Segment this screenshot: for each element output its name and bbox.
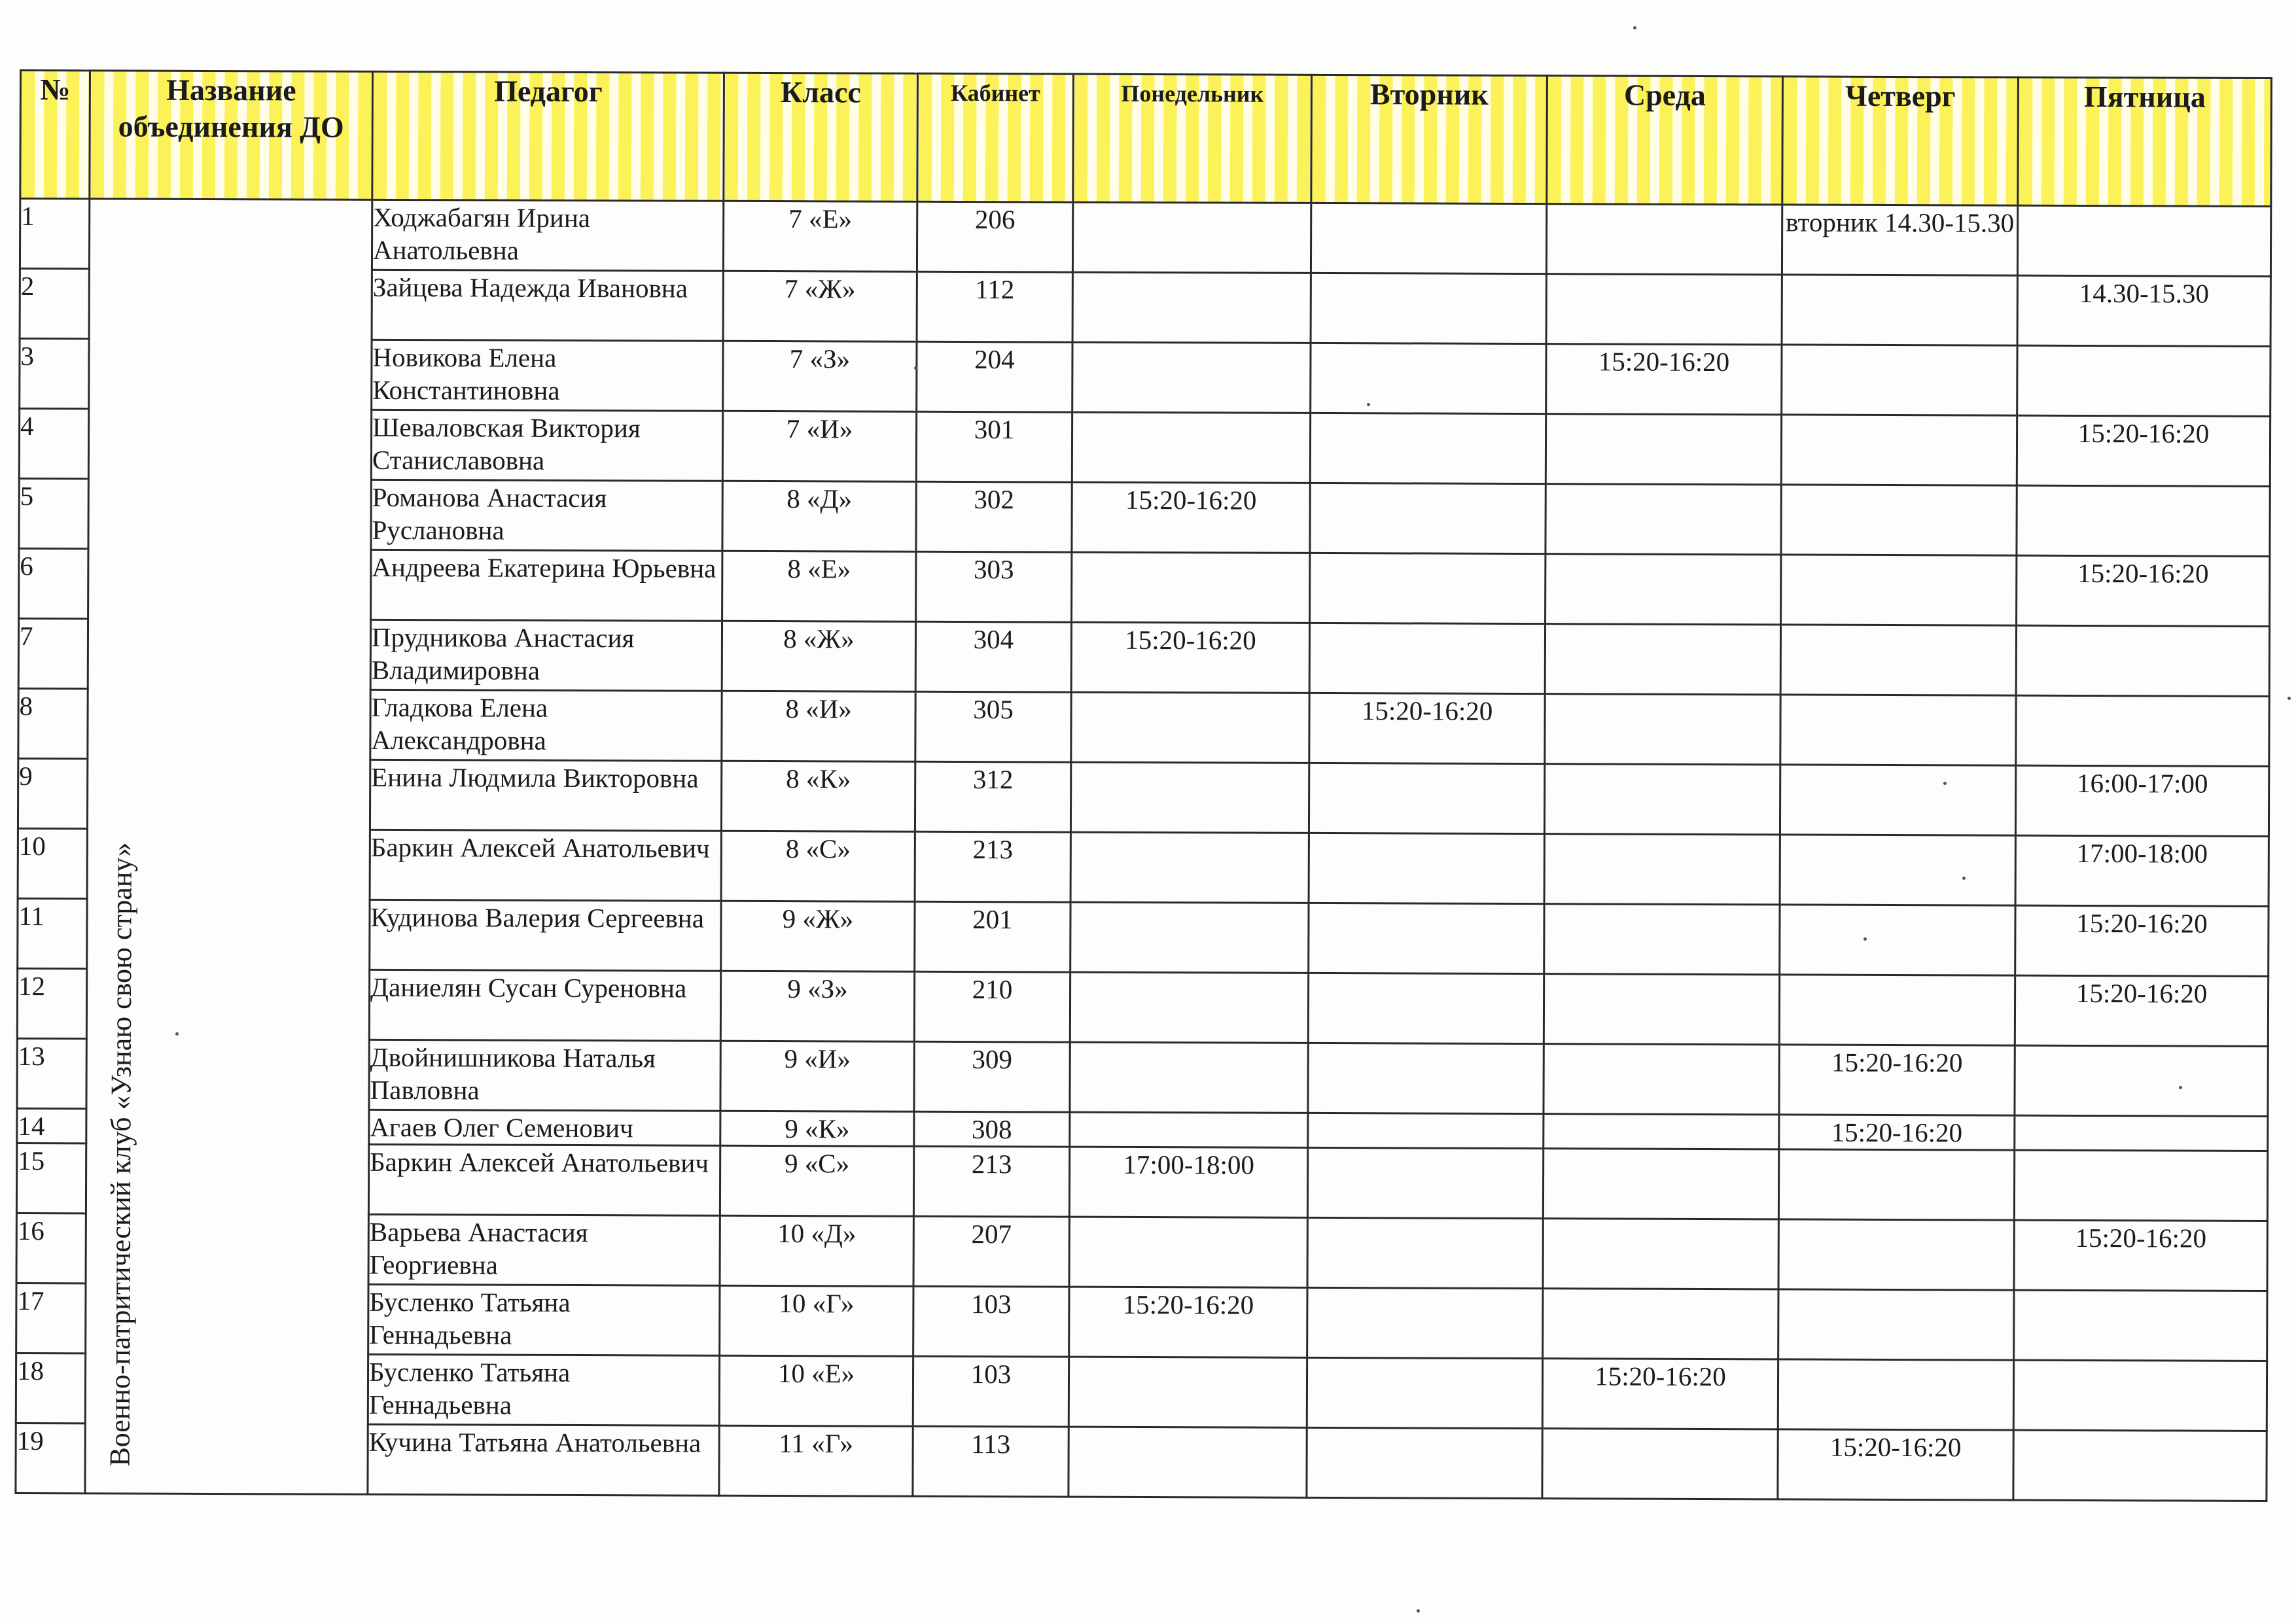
thursday-cell bbox=[1780, 905, 2015, 975]
class-cell: 7 «Е» bbox=[723, 201, 917, 271]
row-number: 13 bbox=[17, 1038, 86, 1108]
row-number: 19 bbox=[16, 1423, 85, 1493]
class-cell: 9 «З» bbox=[720, 971, 914, 1041]
row-number: 6 bbox=[19, 549, 88, 619]
tuesday-cell bbox=[1308, 1043, 1544, 1113]
friday-cell: 17:00-18:00 bbox=[2015, 835, 2269, 906]
monday-cell: 17:00-18:00 bbox=[1069, 1147, 1307, 1217]
row-number: 16 bbox=[16, 1213, 86, 1283]
monday-cell bbox=[1072, 552, 1310, 623]
room-cell: 308 bbox=[914, 1111, 1070, 1147]
monday-cell bbox=[1070, 1042, 1308, 1113]
class-cell: 8 «Е» bbox=[722, 551, 916, 621]
friday-cell bbox=[2016, 695, 2269, 766]
row-number: 15 bbox=[16, 1143, 86, 1213]
wednesday-cell bbox=[1544, 904, 1780, 975]
thursday-cell bbox=[1782, 275, 2017, 345]
friday-cell bbox=[2014, 1290, 2267, 1361]
teacher-cell: Даниелян Сусан Суреновна bbox=[369, 969, 720, 1041]
class-cell: 10 «Д» bbox=[720, 1215, 913, 1286]
row-number: 10 bbox=[18, 828, 87, 898]
row-number: 12 bbox=[17, 968, 86, 1038]
friday-cell bbox=[2015, 1045, 2268, 1116]
organization-cell bbox=[85, 199, 372, 1494]
tuesday-cell bbox=[1308, 973, 1544, 1043]
tuesday-cell bbox=[1309, 623, 1545, 693]
tuesday-cell bbox=[1310, 553, 1545, 623]
room-cell: 304 bbox=[915, 621, 1071, 692]
class-cell: 10 «Г» bbox=[720, 1285, 913, 1356]
thursday-cell bbox=[1781, 485, 2017, 555]
wednesday-cell bbox=[1543, 1219, 1778, 1289]
room-cell: 213 bbox=[913, 1146, 1069, 1217]
room-cell: 302 bbox=[916, 481, 1072, 552]
header-wednesday: Среда bbox=[1547, 76, 1783, 205]
tuesday-cell bbox=[1311, 203, 1546, 273]
tuesday-cell bbox=[1308, 1113, 1544, 1148]
row-number: 2 bbox=[20, 269, 89, 339]
teacher-cell: Бусленко Татьяна Геннадьевна bbox=[368, 1354, 719, 1425]
monday-cell: 15:20-16:20 bbox=[1071, 622, 1309, 693]
room-cell: 210 bbox=[914, 971, 1070, 1042]
tuesday-cell bbox=[1311, 273, 1546, 343]
thursday-cell bbox=[1781, 555, 2017, 625]
room-cell: 103 bbox=[913, 1286, 1069, 1357]
class-cell: 8 «Ж» bbox=[722, 621, 915, 691]
wednesday-cell bbox=[1544, 974, 1779, 1045]
monday-cell: 15:20-16:20 bbox=[1069, 1287, 1307, 1357]
wednesday-cell bbox=[1544, 1044, 1779, 1115]
teacher-cell: Варьева Анастасия Георгиевна bbox=[368, 1214, 720, 1285]
teacher-cell: Кудинова Валерия Сергеевна bbox=[370, 899, 721, 971]
friday-cell: 15:20-16:20 bbox=[2015, 905, 2269, 976]
header-thursday: Четверг bbox=[1782, 77, 2019, 205]
friday-cell: 16:00-17:00 bbox=[2015, 765, 2269, 836]
friday-cell bbox=[2016, 625, 2269, 696]
row-number: 8 bbox=[18, 688, 88, 758]
friday-cell bbox=[2014, 1150, 2267, 1221]
wednesday-cell bbox=[1546, 204, 1782, 275]
thursday-cell bbox=[1780, 625, 2016, 695]
monday-cell bbox=[1070, 832, 1309, 903]
teacher-cell: Шеваловская Виктория Станиславовна bbox=[371, 410, 722, 481]
monday-cell bbox=[1070, 762, 1309, 833]
class-cell: 8 «К» bbox=[721, 761, 915, 831]
class-cell: 10 «Е» bbox=[719, 1355, 913, 1426]
thursday-cell bbox=[1778, 1359, 2013, 1430]
room-cell: 103 bbox=[913, 1356, 1069, 1427]
thursday-cell bbox=[1780, 695, 2016, 765]
teacher-cell: Гладкова Елена Александровна bbox=[370, 689, 722, 761]
row-number: 1 bbox=[20, 199, 89, 269]
header-row bbox=[20, 71, 2272, 207]
teacher-cell: Романова Анастасия Руслановна bbox=[371, 480, 722, 551]
row-number: 9 bbox=[18, 758, 87, 828]
class-cell: 7 «И» bbox=[722, 411, 916, 481]
monday-cell bbox=[1069, 1427, 1307, 1497]
teacher-cell: Енина Людмила Викторовна bbox=[370, 759, 721, 831]
thursday-cell: 15:20-16:20 bbox=[1779, 1115, 2015, 1150]
tuesday-cell: 15:20-16:20 bbox=[1309, 693, 1545, 763]
friday-cell bbox=[2017, 485, 2270, 556]
room-cell: 305 bbox=[915, 691, 1071, 762]
thursday-cell: 15:20-16:20 bbox=[1779, 1045, 2015, 1115]
room-cell: 213 bbox=[915, 831, 1070, 902]
teacher-cell: Бусленко Татьяна Геннадьевна bbox=[368, 1284, 720, 1355]
wednesday-cell bbox=[1544, 1114, 1779, 1149]
class-cell: 8 «С» bbox=[721, 831, 915, 901]
tuesday-cell bbox=[1307, 1217, 1543, 1288]
thursday-cell: вторник 14.30-15.30 bbox=[1782, 205, 2017, 275]
room-cell: 201 bbox=[915, 901, 1070, 972]
friday-cell: 15:20-16:20 bbox=[2014, 1220, 2267, 1291]
monday-cell bbox=[1072, 202, 1311, 273]
tuesday-cell bbox=[1311, 343, 1546, 413]
teacher-cell: Баркин Алексей Анатольевич bbox=[368, 1144, 720, 1215]
room-cell: 301 bbox=[916, 411, 1072, 482]
thursday-cell bbox=[1780, 835, 2015, 905]
wednesday-cell bbox=[1543, 1289, 1778, 1359]
tuesday-cell bbox=[1310, 413, 1545, 483]
tuesday-cell bbox=[1309, 903, 1544, 973]
class-cell: 11 «Г» bbox=[719, 1425, 913, 1496]
teacher-cell: Новикова Елена Константиновна bbox=[372, 340, 723, 411]
wednesday-cell bbox=[1544, 834, 1780, 905]
organization-name: Военно-патритический клуб «Узнаю свою страну» bbox=[103, 842, 138, 1467]
class-cell: 8 «И» bbox=[722, 691, 915, 761]
tuesday-cell bbox=[1309, 833, 1544, 903]
class-cell: 9 «И» bbox=[720, 1041, 914, 1111]
header-room: Кабинет bbox=[917, 73, 1074, 202]
room-cell: 113 bbox=[913, 1426, 1069, 1497]
wednesday-cell bbox=[1546, 274, 1782, 345]
header-friday: Пятница bbox=[2018, 77, 2272, 206]
header-number: № bbox=[20, 71, 90, 199]
wednesday-cell bbox=[1544, 764, 1780, 835]
thursday-cell bbox=[1780, 765, 2015, 835]
monday-cell bbox=[1071, 692, 1309, 763]
header-class: Класс bbox=[724, 73, 918, 201]
class-cell: 9 «К» bbox=[720, 1111, 914, 1146]
room-cell: 309 bbox=[914, 1041, 1070, 1112]
wednesday-cell: 15:20-16:20 bbox=[1542, 1359, 1778, 1429]
room-cell: 312 bbox=[915, 761, 1070, 832]
header-tuesday: Вторник bbox=[1311, 75, 1547, 203]
wednesday-cell: 15:20-16:20 bbox=[1546, 344, 1782, 415]
friday-cell: 14.30-15.30 bbox=[2017, 275, 2270, 346]
tuesday-cell bbox=[1307, 1287, 1543, 1358]
tuesday-cell bbox=[1309, 763, 1544, 833]
tuesday-cell bbox=[1310, 483, 1545, 553]
monday-cell bbox=[1072, 272, 1311, 343]
room-cell: 207 bbox=[913, 1216, 1069, 1287]
wednesday-cell bbox=[1543, 1149, 1778, 1219]
teacher-cell: Двойнишникова Наталья Павловна bbox=[369, 1039, 720, 1111]
monday-cell bbox=[1069, 1217, 1307, 1287]
wednesday-cell bbox=[1545, 414, 1781, 485]
friday-cell: 15:20-16:20 bbox=[2015, 975, 2268, 1046]
schedule-table bbox=[14, 69, 2272, 1502]
teacher-cell: Ходжабагян Ирина Анатольевна bbox=[372, 200, 723, 271]
room-cell: 204 bbox=[917, 341, 1072, 412]
teacher-cell: Прудникова Анастасия Владимировна bbox=[370, 620, 722, 691]
teacher-cell: Агаев Олег Семенович bbox=[369, 1109, 720, 1145]
friday-cell bbox=[2017, 345, 2270, 416]
room-cell: 112 bbox=[917, 271, 1072, 342]
tuesday-cell bbox=[1307, 1147, 1543, 1218]
friday-cell bbox=[2013, 1360, 2267, 1431]
thursday-cell bbox=[1781, 415, 2017, 485]
row-number: 17 bbox=[16, 1283, 86, 1353]
class-cell: 9 «С» bbox=[720, 1145, 913, 1216]
friday-cell: 15:20-16:20 bbox=[2017, 415, 2270, 486]
friday-cell bbox=[2015, 1115, 2268, 1151]
row-number: 11 bbox=[18, 898, 87, 968]
wednesday-cell bbox=[1545, 694, 1780, 765]
monday-cell bbox=[1069, 1357, 1307, 1427]
row-number: 14 bbox=[17, 1108, 86, 1143]
row-number: 3 bbox=[20, 339, 89, 409]
monday-cell bbox=[1072, 342, 1311, 413]
wednesday-cell bbox=[1545, 554, 1781, 625]
class-cell: 7 «Ж» bbox=[723, 271, 917, 341]
monday-cell: 15:20-16:20 bbox=[1072, 482, 1310, 553]
monday-cell bbox=[1070, 972, 1308, 1043]
row-number: 4 bbox=[19, 409, 88, 479]
thursday-cell bbox=[1778, 1149, 2014, 1220]
friday-cell bbox=[2017, 205, 2270, 276]
row-number: 7 bbox=[18, 619, 88, 689]
class-cell: 7 «З» bbox=[723, 341, 917, 411]
tuesday-cell bbox=[1307, 1357, 1542, 1428]
wednesday-cell bbox=[1542, 1429, 1778, 1499]
row-number: 18 bbox=[16, 1353, 85, 1423]
friday-cell bbox=[2013, 1430, 2267, 1501]
teacher-cell: Зайцева Надежда Ивановна bbox=[372, 270, 723, 341]
teacher-cell: Андреева Екатерина Юрьевна bbox=[371, 550, 722, 621]
wednesday-cell bbox=[1545, 624, 1780, 695]
class-cell: 9 «Ж» bbox=[721, 901, 915, 971]
tuesday-cell bbox=[1307, 1427, 1542, 1498]
monday-cell bbox=[1070, 1112, 1308, 1147]
header-monday: Понедельник bbox=[1073, 74, 1312, 203]
monday-cell bbox=[1070, 902, 1309, 973]
thursday-cell: 15:20-16:20 bbox=[1778, 1429, 2013, 1500]
monday-cell bbox=[1072, 412, 1310, 483]
wednesday-cell bbox=[1545, 484, 1781, 555]
class-cell: 8 «Д» bbox=[722, 481, 916, 551]
teacher-cell: Кучина Татьяна Анатольевна bbox=[368, 1424, 719, 1495]
room-cell: 303 bbox=[916, 551, 1072, 622]
header-organization: Название объединения ДО bbox=[90, 71, 373, 200]
friday-cell: 15:20-16:20 bbox=[2017, 555, 2270, 626]
thursday-cell bbox=[1778, 1289, 2014, 1360]
room-cell: 206 bbox=[917, 201, 1072, 272]
thursday-cell bbox=[1778, 1219, 2014, 1290]
row-number: 5 bbox=[19, 479, 88, 549]
thursday-cell bbox=[1779, 975, 2015, 1045]
thursday-cell bbox=[1782, 345, 2017, 415]
table-row bbox=[20, 199, 2270, 277]
teacher-cell: Баркин Алексей Анатольевич bbox=[370, 829, 721, 901]
header-teacher: Педагог bbox=[372, 71, 724, 201]
